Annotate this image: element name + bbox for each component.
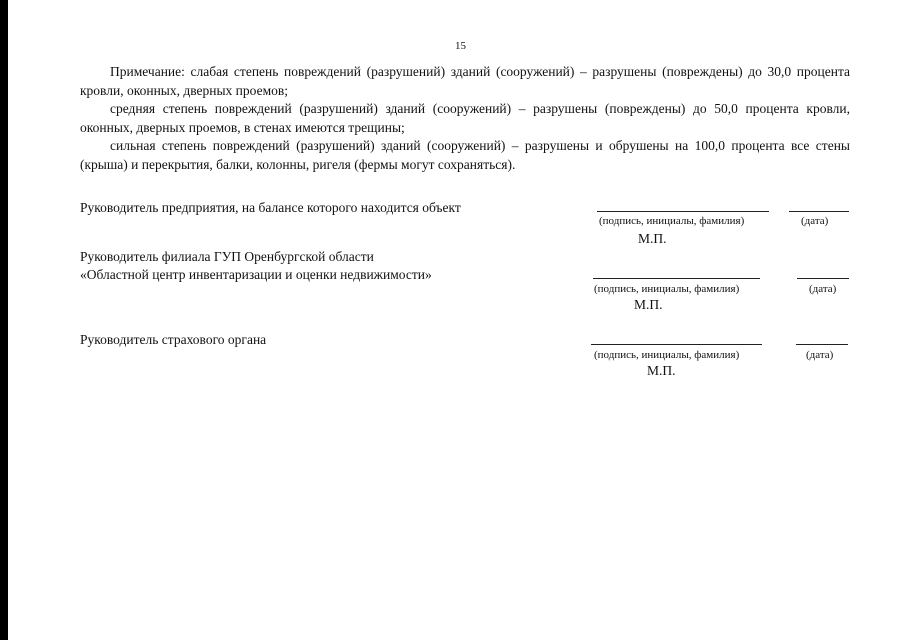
note-paragraph-medium: средняя степень повреждений (разрушений) зданий (сооружений) – разрушены (повреждены) до 50,0 процента кровли, оконных, дверных проемов, в стенах имеются трещины; — [80, 101, 850, 135]
date-line-enterprise — [789, 211, 849, 212]
date-caption-insurer: (дата) — [806, 349, 834, 361]
seal-mark-branch: М.П. — [634, 297, 663, 312]
signature-line-insurer — [591, 344, 762, 345]
signature-line-enterprise — [597, 211, 769, 212]
page-number: 15 — [455, 40, 466, 52]
seal-mark-enterprise: М.П. — [638, 231, 667, 246]
note-paragraph-weak: Примечание: слабая степень повреждений (разрушений) зданий (сооружений) – разрушены (повреждены) до 30,0 процента кровли, оконных, дверных проемов; — [80, 64, 850, 98]
signer-title-branch-line1: Руководитель филиала ГУП Оренбургской области — [80, 249, 374, 264]
seal-mark-insurer: М.П. — [647, 363, 676, 378]
note-block — [80, 63, 850, 174]
signature-caption-insurer: (подпись, инициалы, фамилия) — [594, 349, 740, 361]
scan-left-edge — [0, 0, 8, 640]
signer-title-enterprise: Руководитель предприятия, на балансе которого находится объект — [80, 200, 461, 215]
signature-line-branch — [593, 278, 760, 279]
signature-caption-branch: (подпись, инициалы, фамилия) — [594, 283, 740, 295]
date-caption-branch: (дата) — [809, 283, 837, 295]
date-caption-enterprise: (дата) — [801, 215, 829, 227]
signer-title-insurer: Руководитель страхового органа — [80, 332, 267, 347]
signer-title-branch-line2: «Областной центр инвентаризации и оценки недвижимости» — [80, 267, 432, 282]
signature-caption-enterprise: (подпись, инициалы, фамилия) — [599, 215, 745, 227]
note-paragraph-strong: сильная степень повреждений (разрушений) зданий (сооружений) – разрушены и обрушены на 100,0 процента все стены (крыша) и перекрытия, балки, колонны, ригеля (фермы могут сохраняться). — [80, 138, 850, 172]
date-line-insurer — [796, 344, 848, 345]
date-line-branch — [797, 278, 849, 279]
